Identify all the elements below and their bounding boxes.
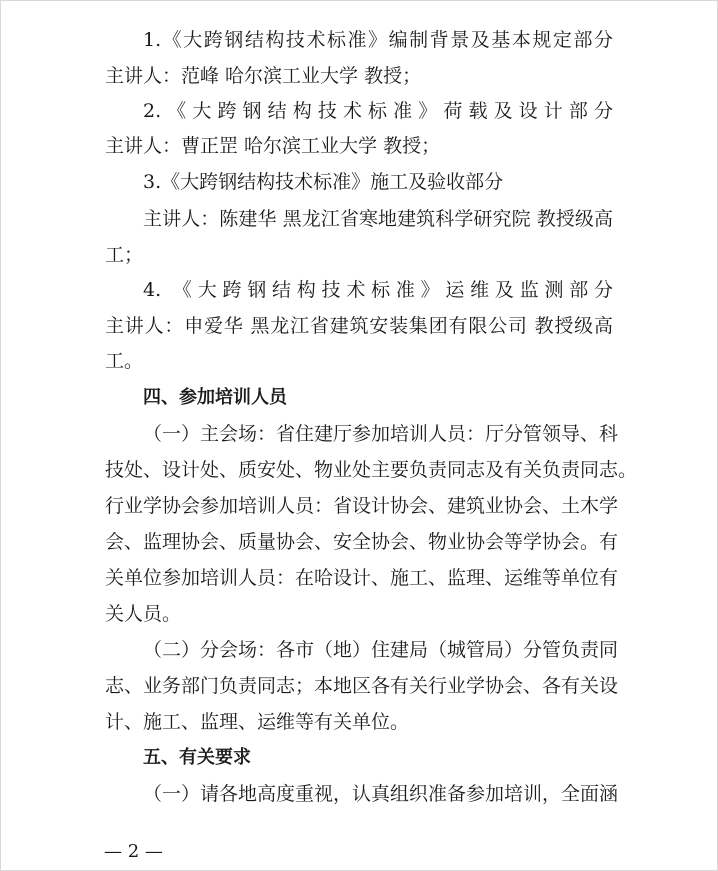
item-3-speaker-cont: 工； xyxy=(105,244,144,266)
item-4-speaker: 主讲人：申爱华 黑龙江省建筑安装集团有限公司 教授级高 xyxy=(105,315,613,337)
sub-venue-line-2: 志、业务部门负责同志；本地区各有关行业学协会、各有关设 xyxy=(105,675,619,697)
section-five-heading: 五、有关要求 xyxy=(143,747,251,768)
item-3-title: 3.《大跨钢结构技术标准》施工及验收部分 xyxy=(143,171,504,193)
main-venue-line-4: 会、监理协会、质量协会、安全协会、物业协会等学协会。有 xyxy=(105,531,619,553)
main-venue-line-5: 关单位参加培训人员：在哈设计、施工、监理、运维等单位有 xyxy=(105,567,619,589)
item-4-title: 4. 《大跨钢结构技术标准》运维及监测部分 xyxy=(143,279,613,301)
item-4-speaker-cont: 工。 xyxy=(105,350,144,372)
item-1-speaker: 主讲人：范峰 哈尔滨工业大学 教授； xyxy=(105,65,422,87)
sub-venue-line-3: 计、施工、监理、运维等有关单位。 xyxy=(105,711,410,733)
requirement-line-1: （一）请各地高度重视，认真组织准备参加培训，全面涵 xyxy=(143,783,619,805)
item-1-title: 1.《大跨钢结构技术标准》编制背景及基本规定部分 xyxy=(143,29,613,51)
item-2-title: 2.《大跨钢结构技术标准》荷载及设计部分 xyxy=(143,100,613,122)
main-venue-line-6: 关人员。 xyxy=(105,603,182,625)
main-venue-line-1: （一）主会场：省住建厅参加培训人员：厅分管领导、科 xyxy=(143,423,619,445)
page-number: — 2 — xyxy=(104,841,163,862)
sub-venue-line-1: （二）分会场：各市（地）住建局（城管局）分管负责同 xyxy=(143,639,619,661)
item-3-speaker: 主讲人：陈建华 黑龙江省寒地建筑科学研究院 教授级高 xyxy=(143,208,613,230)
main-venue-line-2: 技处、设计处、质安处、物业处主要负责同志及有关负责同志。 xyxy=(105,459,638,481)
item-2-speaker: 主讲人：曹正罡 哈尔滨工业大学 教授； xyxy=(105,135,441,157)
main-venue-line-3: 行业学协会参加培训人员：省设计协会、建筑业协会、土木学 xyxy=(105,495,619,517)
section-four-heading: 四、参加培训人员 xyxy=(143,387,287,408)
